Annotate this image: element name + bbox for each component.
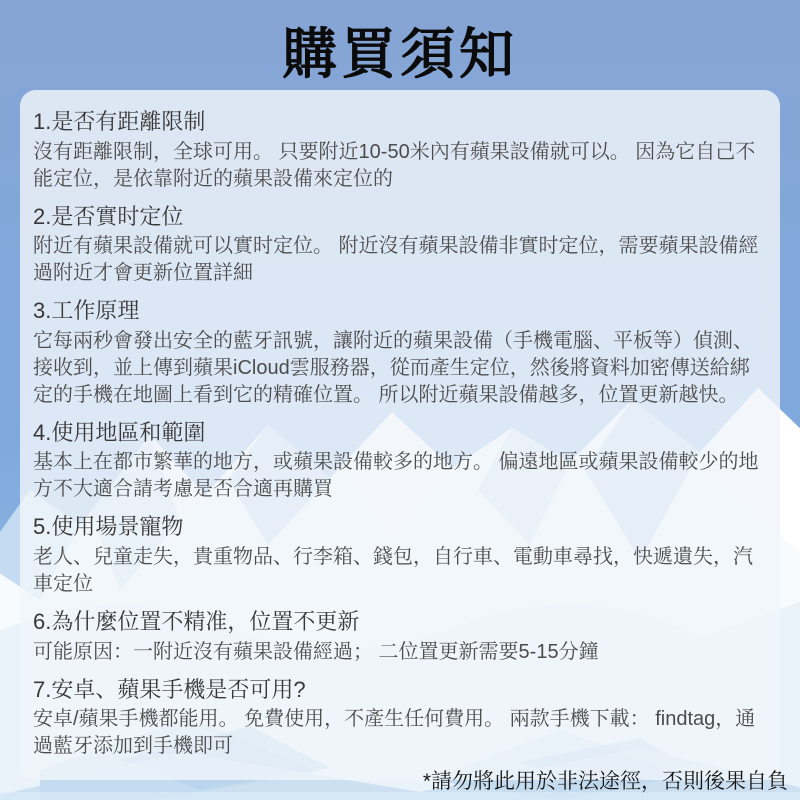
section-heading: 2.是否實时定位 [33,203,184,229]
section-distance-limit [33,108,768,193]
notice-panel [20,90,780,780]
section-body: 基本上在都市繁華的地方，或蘋果設備較多的地方。 偏遠地區或蘋果設備較少的地方不大適合請考慮是否合適再購買 [33,451,759,501]
section-body: 附近有蘋果設備就可以實时定位。 附近沒有蘋果設備非實时定位，需要蘋果設備經過附近才會更新位置詳細 [33,235,759,285]
section-heading: 5.使用場景寵物 [33,514,184,540]
section-body: 沒有距離限制，全球可用。 只要附近10-50米內有蘋果設備就可以。 因為它自己不能定位，是依靠附近的蘋果設備來定位的 [33,140,756,190]
section-usage-scenarios [33,513,768,598]
section-body: 安卓/蘋果手機都能用。 免費使用，不產生任何費用。 兩款手機下載： findtag，通過藍牙添加到手機即可 [33,708,756,758]
section-body: 它每兩秒會發出安全的藍牙訊號，讓附近的蘋果設備（手機電腦、平板等）偵測、接收到，並上傳到蘋果iCloud雲服務器，從而產生定位，然後將資料加密傳送給綁定的手機在地圖上看到它的精確位置。 所以附近蘋果設備越多，位置更新越快。 [33,329,753,406]
section-heading: 1.是否有距離限制 [33,109,206,134]
section-location-accuracy [33,608,768,666]
legal-disclaimer: *請勿將此用於非法途徑，否則後果自負 [422,770,788,793]
page-title: 購買須知 [281,23,518,85]
section-body: 可能原因：一附近沒有蘋果設備經過； 二位置更新需要5-15分鐘 [33,640,599,663]
section-heading: 3.工作原理 [33,298,140,324]
section-heading: 4.使用地區和範圍 [33,419,206,445]
section-heading: 6.為什麼位置不精准，位置不更新 [33,608,360,634]
section-usage-area [33,419,768,504]
section-body: 老人、兒童走失，貴重物品、行李箱、錢包，自行車、電動車尋找，快遞遺失，汽車定位 [33,545,753,595]
section-heading: 7.安卓、蘋果手機是否可用? [33,676,306,702]
section-realtime-location [33,203,768,288]
section-phone-compatibility [33,676,768,761]
section-working-principle [33,297,768,409]
